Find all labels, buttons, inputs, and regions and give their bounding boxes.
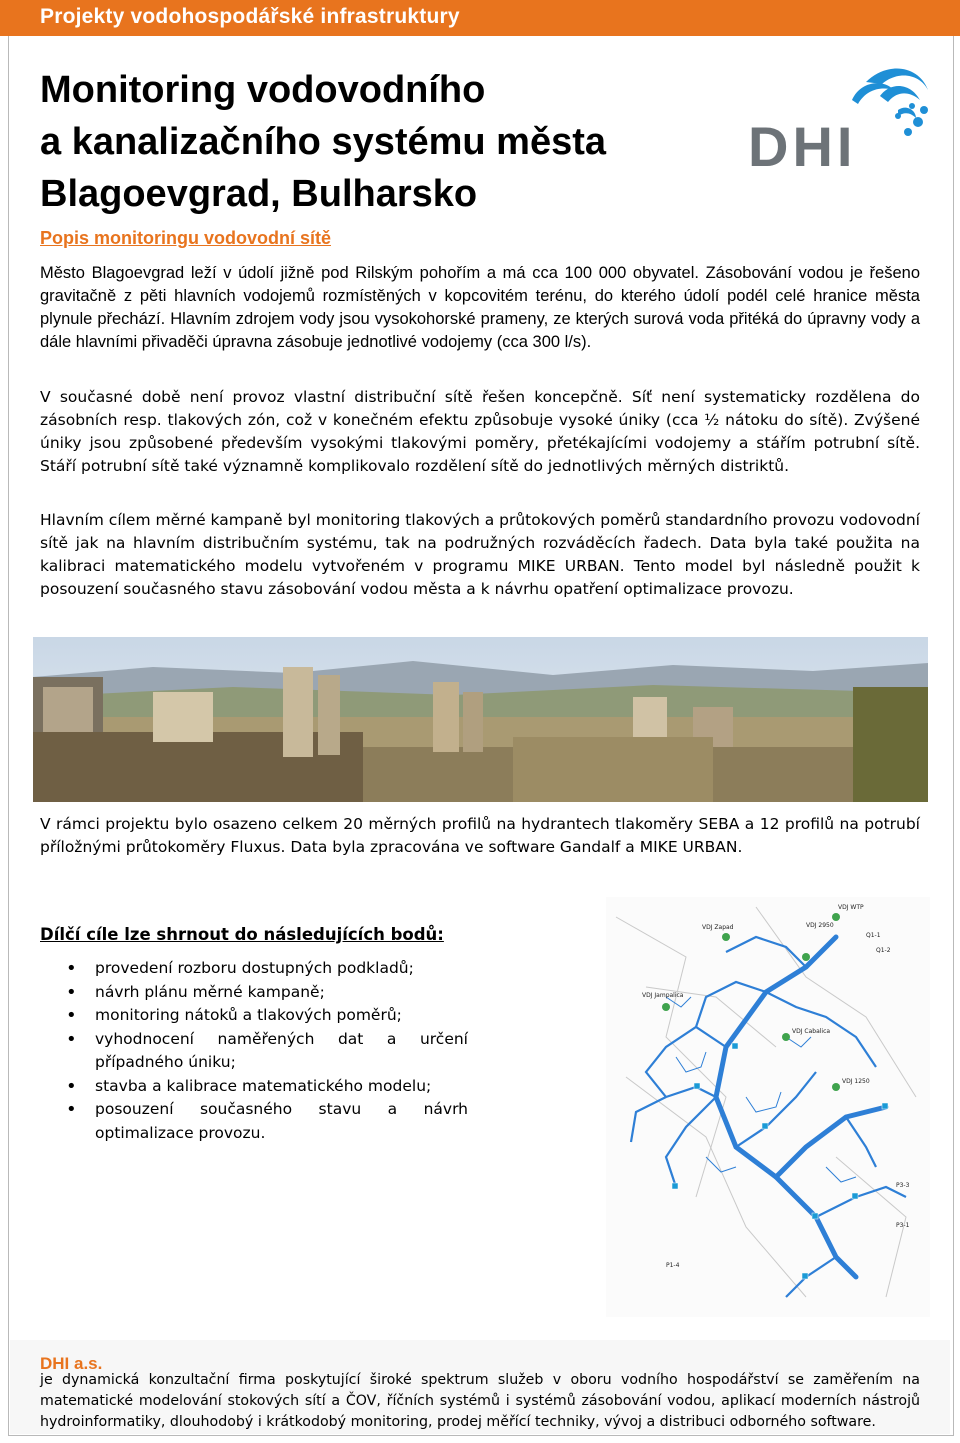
map-label: VDJ Cabalica [792, 1028, 831, 1035]
goals-list-item: • vyhodnocení naměřených dat a určení případného úniku; [40, 1028, 468, 1075]
map-label: P3-1 [896, 1222, 910, 1229]
paragraph-intro-b: Hlavním zdrojem vody jsou vysokohorské prameny, ze kterých surová voda přitéká do úpravny vody a dále hlavními přivaděči úpravna zásobuje jednotlivé vodojemy (cca 300 l/s). [40, 310, 921, 351]
map-label: VDJ 1250 [842, 1078, 870, 1085]
title-line-3: Blagoevgrad, Bulharsko [40, 173, 478, 215]
goals-heading: Dílčí cíle lze shrnout do následujících bodů: [40, 925, 444, 944]
paragraph-current-state: V současné době není provoz vlastní distribuční sítě řešen koncepčně. Síť není systematicky rozdělena do zásobních resp. tlakových zón, což v konečném efektu způsobuje vysoké úniky (cca ½ nátoku do sítě). Zvýšené úniky jsou způsobené především vysokými tlakovými poměry, přetékajícími vodojemy a stářím potrubní sítě. Stáří potrubní sítě také významně komplikovalo rozdělení sítě do jednotlivých měrných distriktů. [40, 388, 920, 475]
map-label: P1-4 [666, 1262, 680, 1269]
dhi-logo [748, 60, 930, 172]
paragraph-project: V rámci projektu bylo osazeno celkem 20 měrných profilů na hydrantech tlakoměry SEBA a 12 profilů na potrubí příložnými průtokoměry Fluxus. Data byla zpracována ve software Gandalf a MIKE URBAN. [40, 815, 920, 856]
map-label: VDJ 2950 [806, 922, 834, 929]
title-line-2: a kanalizačního systému města [40, 121, 607, 163]
city-panorama-photo [33, 637, 928, 802]
paragraph-intro [40, 262, 920, 354]
header-bar-title: Projekty vodohospodářské infrastruktury [40, 5, 460, 28]
network-map [606, 897, 930, 1317]
paragraph-intro-a: Město Blagoevgrad leží v údolí jižně pod Rilským pohořím a má cca 100 000 obyvatel. Zásobování vodou je řešeno gravitačně z pěti hlavních vodojemů rozmístěných v kopcovitém terénu, do kterého údolí podél celé hranice města plynule přechází. [40, 264, 920, 328]
goals-list-item: • návrh plánu měrné kampaně; [40, 981, 468, 1005]
page-title [40, 64, 720, 220]
goals-list-item: • provedení rozboru dostupných podkladů; [40, 957, 468, 981]
footer-company: DHI a.s. [40, 1354, 103, 1373]
map-label: Q1-2 [876, 947, 891, 954]
header-bar [0, 0, 960, 36]
goals-list-item: • stavba a kalibrace matematického modelu; [40, 1075, 468, 1099]
goals-list [40, 957, 468, 1145]
goals-list-item: • posouzení současného stavu a návrh optimalizace provozu. [40, 1098, 468, 1145]
title-line-1: Monitoring vodovodního [40, 69, 486, 111]
map-label: VDJ Zapad [702, 924, 734, 931]
logo-wordmark: DHI [748, 115, 857, 172]
footer-description: je dynamická konzultační firma poskytující široké spektrum služeb v oboru vodního hospodářství se zaměřením na matematické modelování stokových sítí a ČOV, říčních systémů i systémů zásobování vodou, aplikací moderních nástrojů hydroinformatiky, dlouhodobý i krátkodobý monitoring, prodej měřící techniky, vývoj a distribuci odborného software. [40, 1372, 920, 1430]
paragraph-goal: Hlavním cílem měrné kampaně byl monitoring tlakových a průtokových poměrů standardního provozu vodovodní sítě jak na hlavním distribučním systému, tak na podružných rozváděcích řadech. Data byla také použita na kalibraci matematického modelu vytvořeném v programu MIKE URBAN. Tento model byl následně použit k posouzení současného stavu zásobování vodou města a k návrhu opatření optimalizace provozu. [40, 511, 920, 598]
section-subheading: Popis monitoringu vodovodní sítě [40, 228, 331, 248]
map-label: VDJ Jampalica [642, 992, 684, 999]
goals-list-item: • monitoring nátoků a tlakových poměrů; [40, 1004, 468, 1028]
water-wave-icon [852, 69, 928, 136]
map-label: Q1-1 [866, 932, 881, 939]
map-label: VDJ WTP [838, 904, 864, 911]
map-label: P3-3 [896, 1182, 910, 1189]
